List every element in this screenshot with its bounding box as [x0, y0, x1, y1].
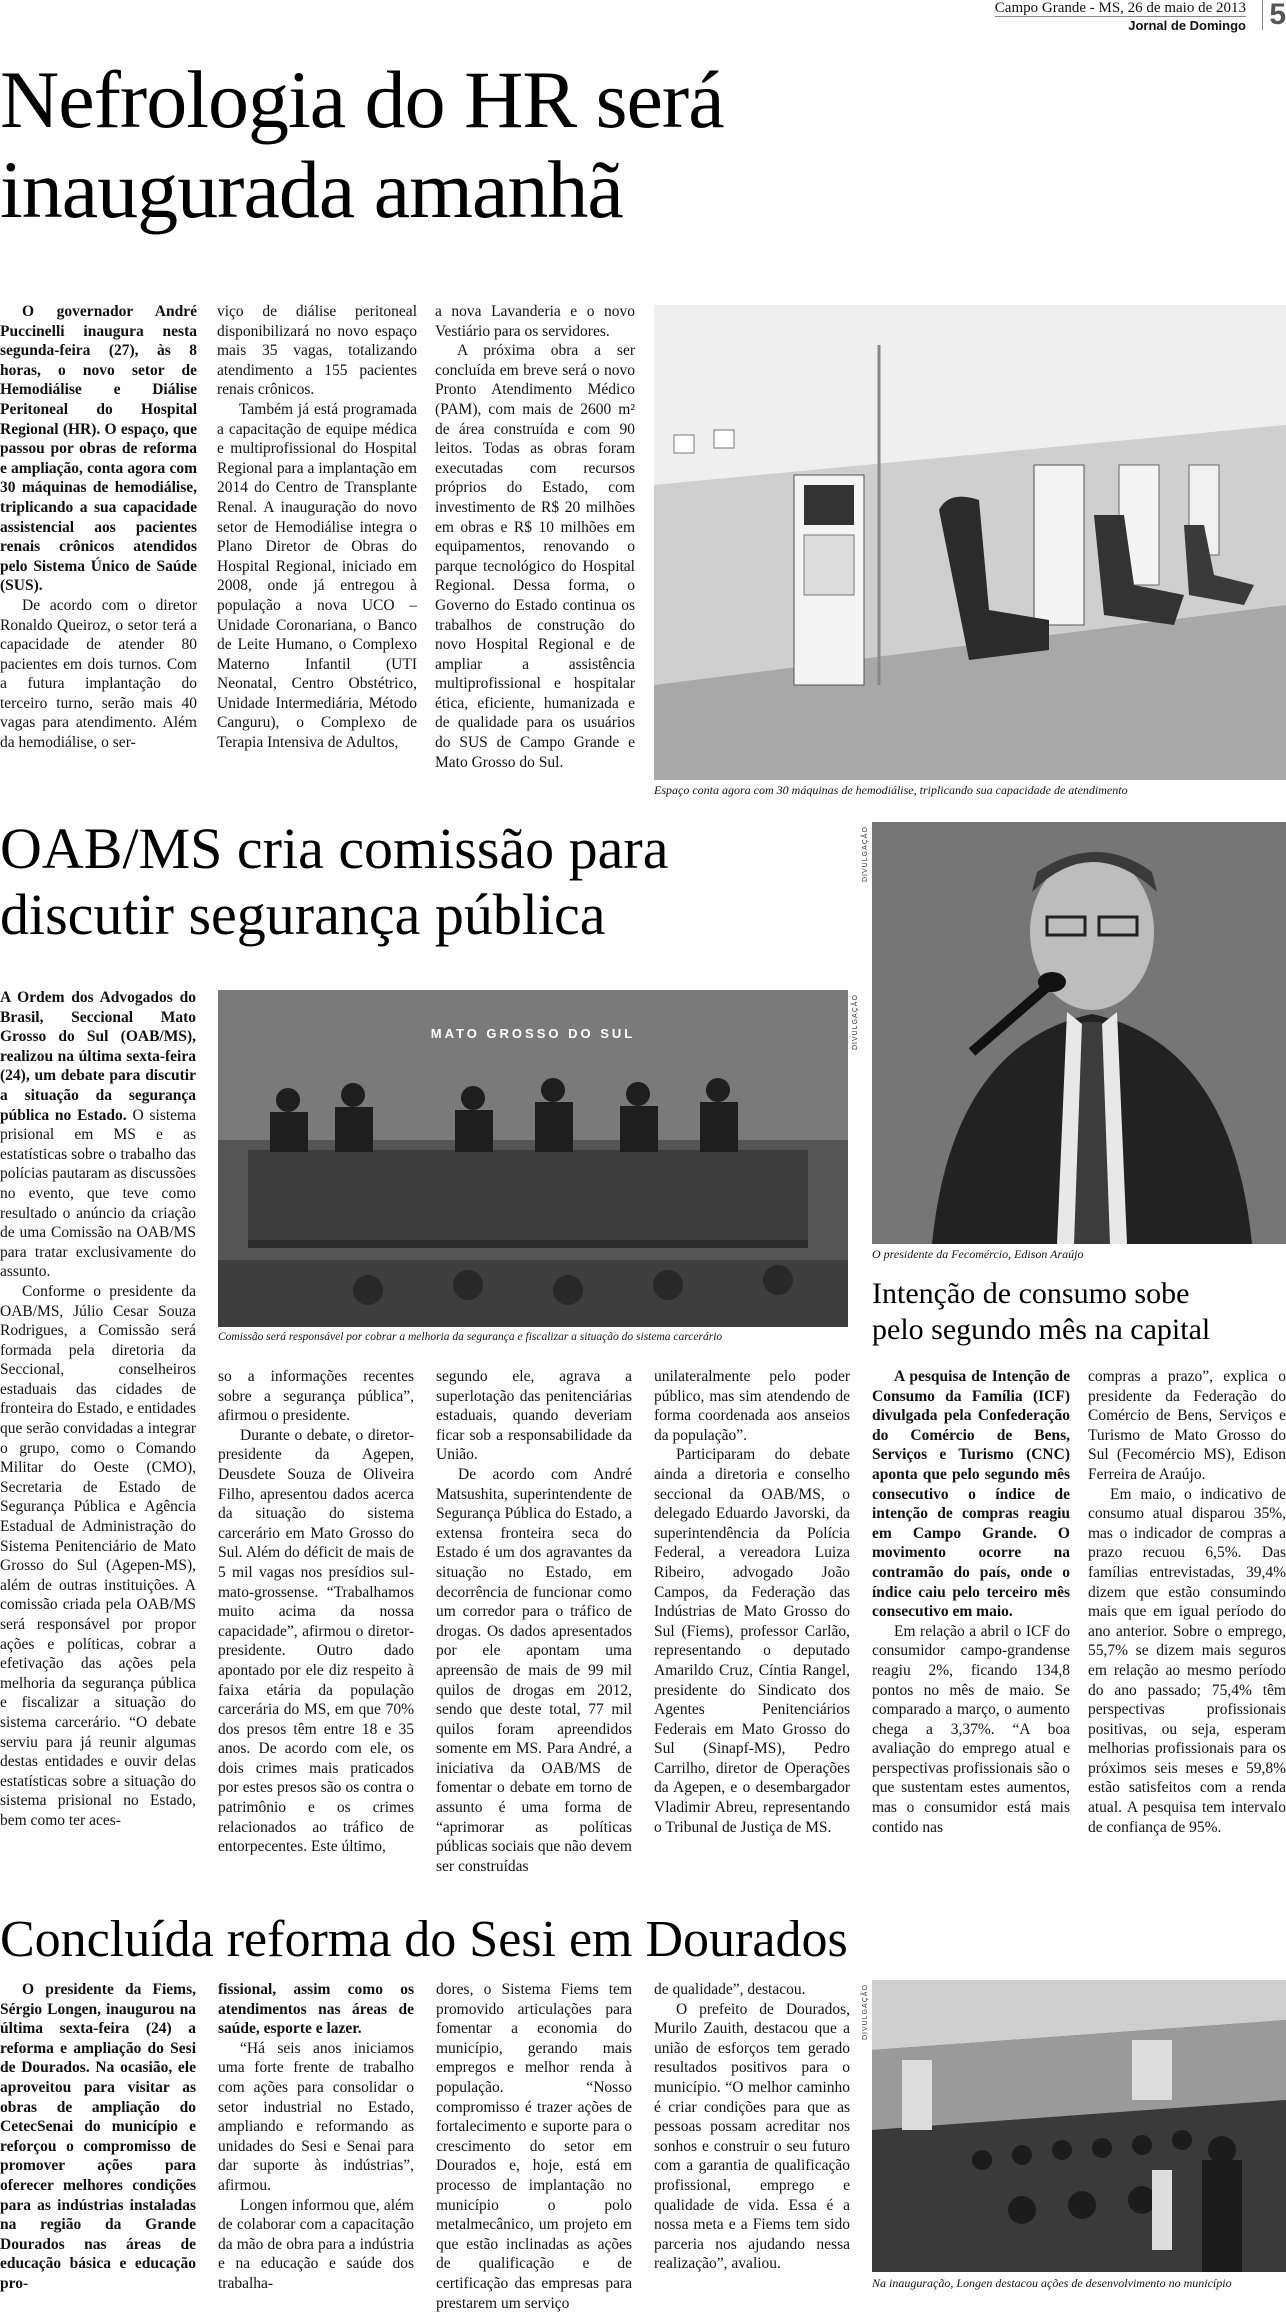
article3-headline-line2: pelo segundo mês na capital [872, 1313, 1211, 1346]
article3-col1 [872, 1367, 1070, 1894]
article1-headline [0, 54, 980, 235]
article3-headline-line1: Intenção de consumo sobe [872, 1277, 1190, 1310]
paragraph: segundo ele, agrava a superlotação das penitenciárias estaduais, quando deveriam ficar sob a responsabilidade da União. [436, 1368, 632, 1464]
article4-lede: O presidente da Fiems, Sérgio Longen, inaugurou na última sexta-feira (24) a reforma e ampliação do Sesi de Dourados. Na ocasião, ele aproveitou para visitar as obras de ampliação do CetecSenai do município e reforçou o compromisso de promover ações para oferecer melhores condições para as indústrias instaladas na região da Grande Dourados nas áreas de educação básica e educação pro- [0, 1981, 196, 2292]
paragraph: Longen informou que, além de colaborar com a capacitação da mão de obra para a indústria e na educação e saúde dos trabalha- [218, 2196, 414, 2292]
article4-col3 [436, 1980, 632, 2312]
photo-caption: Espaço conta agora com 30 máquinas de hemodiálise, triplicando sua capacidade de atendimento [654, 783, 1128, 797]
paragraph: unilateralmente pelo poder público, mas sim atendendo de forma coordenada aos anseios da população”. [654, 1368, 850, 1444]
masthead [0, 0, 1286, 36]
paragraph: dores, o Sistema Fiems tem promovido articulações para fomentar a economia do município, gerando mais empregos e melhor renda à população. “Nosso compromisso é trazer ações de fortalecimento e suporte para o crescimento do setor em Dourados e, hoje, está em processo de implantação no município o polo metalmecânico, um projeto em que estão inclinadas as ações de qualificação e de certificação das empresas para prestarem um serviço [436, 1981, 632, 2312]
paragraph: O sistema prisional em MS e as estatísticas sobre o trabalho das polícias pautaram as discussões no evento, que teve como resultado o anúncio da criação de uma Comissão na OAB/MS para tratar exclusivamente do assunto. [0, 1106, 196, 1281]
masthead-text [995, 0, 1246, 34]
speaker-portrait-illustration [872, 822, 1286, 1244]
article2-headline [0, 816, 870, 948]
oab-debate-photo [218, 990, 848, 1327]
article2-headline-line1: OAB/MS cria comissão para [0, 816, 669, 881]
photo-credit: DIVULGAÇÃO [852, 994, 859, 1050]
paragraph: Em relação a abril o ICF do consumidor campo-grandense reagiu 2%, ficando 134,8 pontos no mês de maio. Se comparado a março, o aumento chega a 3,37%. “A boa avaliação do emprego atual e perspectivas profissionais são o que sustentam estes aumentos, mas o consumidor está mais contido nas [872, 1622, 1070, 1836]
article1-headline-line1: Nefrologia do HR será [0, 54, 724, 145]
hemodialysis-photo [654, 305, 1286, 780]
article4-col4 [654, 1980, 850, 2295]
paragraph: A próxima obra a ser concluída em breve será o novo Pronto Atendimento Médico (PAM), com mais de 2600 m² de área construída e com 90 leitos. Todas as obras foram executadas com recursos próprios do Estado, com investimento de R$ 20 milhões em obras e R$ 10 milhões em equipamentos, renovando o parque tecnológico do Hospital Regional. Dessa forma, o Governo do Estado continua os trabalhos de construção do novo Hospital Regional e de ampliar a assistência multiprofissional e hospitalar ética, eficiente, humanizada e de qualidade para os usuários do SUS de Campo Grande e Mato Grosso do Sul. [435, 342, 635, 771]
photo-caption: Comissão será responsável por cobrar a melhoria da segurança e fiscalizar a situação do sistema carcerário [218, 1331, 723, 1343]
paragraph: so a informações recentes sobre a segurança pública”, afirmou o presidente. [218, 1368, 414, 1425]
oab-wall-sign: MATO GROSSO DO SUL [430, 1026, 636, 1041]
paragraph: compras a prazo”, explica o presidente da Federação do Comércio de Bens, Serviços e Turismo de Mato Grosso do Sul (Fecomércio MS), Edison Ferreira de Araújo. [1088, 1368, 1286, 1483]
paragraph: de qualidade”, destacou. [654, 1981, 806, 1998]
article2-col3 [436, 1367, 632, 1894]
paragraph: viço de diálise peritoneal disponibilizará no novo espaço mais 35 vagas, totalizando atendimento a 155 pacientes renais crônicos. [217, 303, 417, 399]
article4-col2 [218, 1980, 414, 2295]
photo-caption: O presidente da Fecomércio, Edison Araújo [872, 1247, 1084, 1261]
article1-lede: O governador André Puccinelli inaugura nesta segunda-feira (27), às 8 horas, o novo setor de Hemodiálise e Diálise Peritoneal do Hospital Regional (HR). O espaço, que passou por obras de reforma e ampliação, conta agora com 30 máquinas de hemodiálise, triplicando a sua capacidade assistencial aos pacientes renais crônicos atendidos pelo Sistema Único de Saúde (SUS). [0, 303, 197, 595]
paragraph: Em maio, o indicativo de consumo atual disparou 35%, mas o indicador de compras a prazo recuou 6,5%. Das famílias entrevistadas, 39,4% dizem que estão consumindo mais que em igual período do ano anterior. Sobre o emprego, 55,7% se dizem mais seguros em relação ao mesmo período do ano passado; 75,4% têm perspectivas profissionais positivas, ou seja, esperam melhorias profissionais para os próximos seis meses e 59,8% estão satisfeitos com a renda atual. A pesquisa tem intervalo de confiança de 95%. [1088, 1485, 1286, 1836]
article1-headline-line2: inaugurada amanhã [0, 144, 623, 235]
paragraph: Também já está programada a capacitação de equipe médica e multiprofissional do Hospital Regional para a implantação em 2014 do Centro de Transplante Renal. A inauguração do novo setor de Hemodiálise integra o Plano Diretor de Obras do Hospital Regional, iniciado em 2008, onde já entregou à população a nova UCO – Unidade Coronariana, o Banco de Leite Humano, o Complexo Materno Infantil (UTI Neonatal, Centro Obstétrico, Unidade Intermediária, Método Canguru), o Complexo de Terapia Intensiva de Adultos, [217, 400, 417, 752]
article4-headline [0, 1912, 1286, 1968]
paragraph: a nova Lavanderia e o novo Vestiário para os servidores. [435, 303, 635, 340]
photo-credit: DIVULGAÇÃO [862, 1984, 869, 2040]
article4-col1 [0, 1980, 196, 2295]
auditorium-illustration [872, 1980, 1286, 2272]
photo-caption: Na inauguração, Longen destacou ações de desenvolvimento no município [872, 2276, 1232, 2290]
article2-col1 [0, 988, 196, 1894]
paper-name: Jornal de Domingo [995, 16, 1246, 34]
article3-lede: A pesquisa de Intenção de Consumo da Família (ICF) divulgada pela Confederação do Comércio de Bens, Serviços e Turismo (CNC) aponta que pelo segundo mês consecutivo o índice de intenção de compras reagiu em Campo Grande. O movimento ocorre na contramão do país, onde o índice caiu pelo terceiro mês consecutivo em maio. [872, 1368, 1070, 1621]
paragraph: Durante o debate, o diretor-presidente da Agepen, Deusdete Souza de Oliveira Filho, apresentou dados acerca da situação do sistema carcerário em Mato Grosso do Sul. Além do déficit de mais de 5 mil vagas nos presídios sul-mato-grossense. “Trabalhamos muito acima da nossa capacidade”, afirmou o diretor-presidente. Outro dado apontado por ele diz respeito à faixa etária da população carcerária do MS, em que 70% dos presos têm entre 18 e 35 anos. De acordo com ele, os dois crimes mais praticados por estes presos são os contra o patrimônio e os crimes relacionados ao tráfico de entorpecentes. Este último, [218, 1426, 414, 1856]
paragraph: Conforme o presidente da OAB/MS, Júlio Cesar Souza Rodrigues, a Comissão será formada pela diretoria da Seccional, conselheiros estaduais das cidades de fronteira do Estado, e entidades que serão convidadas a integrar o grupo, como o Comando Militar do Oeste (CMO), Secretaria de Estado de Segurança Pública e Agência Estadual de Administração do Sistema Penitenciário de Mato Grosso do Sul (Agepen-MS), além de outras instituições. A comissão criada pela OAB/MS será responsável por propor ações e políticas, cobrar a efetivação das ações pela melhoria da segurança pública e fiscalizar a situação do sistema carcerário. “O debate serviu para já reunir algumas destas entidades e ouvir delas estatísticas sobre a situação do sistema prisional no Estado, bem como ter aces- [0, 1282, 196, 1829]
paragraph: De acordo com o diretor Ronaldo Queiroz, o setor terá a capacidade de atender 80 pacientes em dois turnos. Com a futura implantação do terceiro turno, serão mais 40 vagas para atendimento. Além da hemodiálise, o ser- [0, 596, 197, 752]
article3-col2 [1088, 1367, 1286, 1894]
photo-credit: DIVULGAÇÃO [862, 826, 869, 882]
article3-headline [872, 1276, 1286, 1348]
page-number: 5 [1262, 0, 1286, 30]
dateline: Campo Grande - MS, 26 de maio de 2013 [994, 0, 1246, 16]
sesi-inauguration-photo [872, 1980, 1286, 2272]
article2-lede: A Ordem dos Advogados do Brasil, Seccional Mato Grosso do Sul (OAB/MS), realizou na última sexta-feira (24), um debate para discutir a situação da segurança pública no Estado. [0, 989, 196, 1124]
hemodialysis-room-illustration [654, 305, 1286, 780]
paragraph: De acordo com André Matsushita, superintendente de Segurança Pública do Estado, a extensa fronteira seca do Estado é um dos agravantes da situação no Estado, em decorrência de funcionar como um corredor para o tráfico de drogas. Os dados apresentados por ele apontam uma apreensão de mais de 99 mil quilos de drogas em 2012, sendo que deste total, 77 mil quilos foram apreendidos somente em MS. Para André, a iniciativa da OAB/MS de fomentar o debate em torno de assunto é uma forma de “aprimorar as políticas públicas sociais que não devem ser construídas [436, 1465, 632, 1875]
paragraph: O prefeito de Dourados, Murilo Zauith, destacou que a união de esforços tem gerado resultados positivos para o município. “O melhor caminho é criar condições para que as pessoas possam acreditar nos sonhos e construir o seu futuro com a garantia de qualificação profissional, emprego e qualidade de vida. Essa é a nossa meta e a Fiems tem sido parceria nos ajudando nessa realização”, avaliou. [654, 2000, 850, 2273]
article2-headline-line2: discutir segurança pública [0, 882, 606, 947]
article1-col2 [217, 302, 417, 792]
paragraph: Participaram do debate ainda a diretoria e conselho seccional da OAB/MS, o delegado Eduardo Javorski, da superintendência da Polícia Federal, a vereadora Luiza Ribeiro, advogado João Campos, da Federação das Indústrias de Mato Grosso do Sul (Fiems), professor Carlão, representando o deputado Amarildo Cruz, Cíntia Rangel, presidente do Sindicato dos Agentes Penitenciários Federais em Mato Grosso do Sul (Sinapf-MS), Pedro Carrilho, diretor de Operações da Agepen, e o desembargador Vladimir Abreu, representando o Tribunal de Justiça de MS. [654, 1446, 850, 1836]
article4-headline-text: Concluída reforma do Sesi em Dourados [0, 1911, 848, 1968]
article1-col3 [435, 302, 635, 792]
article2-col2 [218, 1367, 414, 1894]
paragraph: “Há seis anos iniciamos uma forte frente de trabalho com ações para consolidar o setor industrial no Estado, ampliando e reformando as unidades do Sesi e Senai para dar suporte às indústrias”, afirmou. [218, 2039, 414, 2194]
article2-col4 [654, 1367, 850, 1894]
article1-col1 [0, 302, 197, 792]
fecomercio-president-photo [872, 822, 1286, 1244]
paragraph: fissional, assim como os atendimentos nas áreas de saúde, esporte e lazer. [218, 1981, 414, 2038]
